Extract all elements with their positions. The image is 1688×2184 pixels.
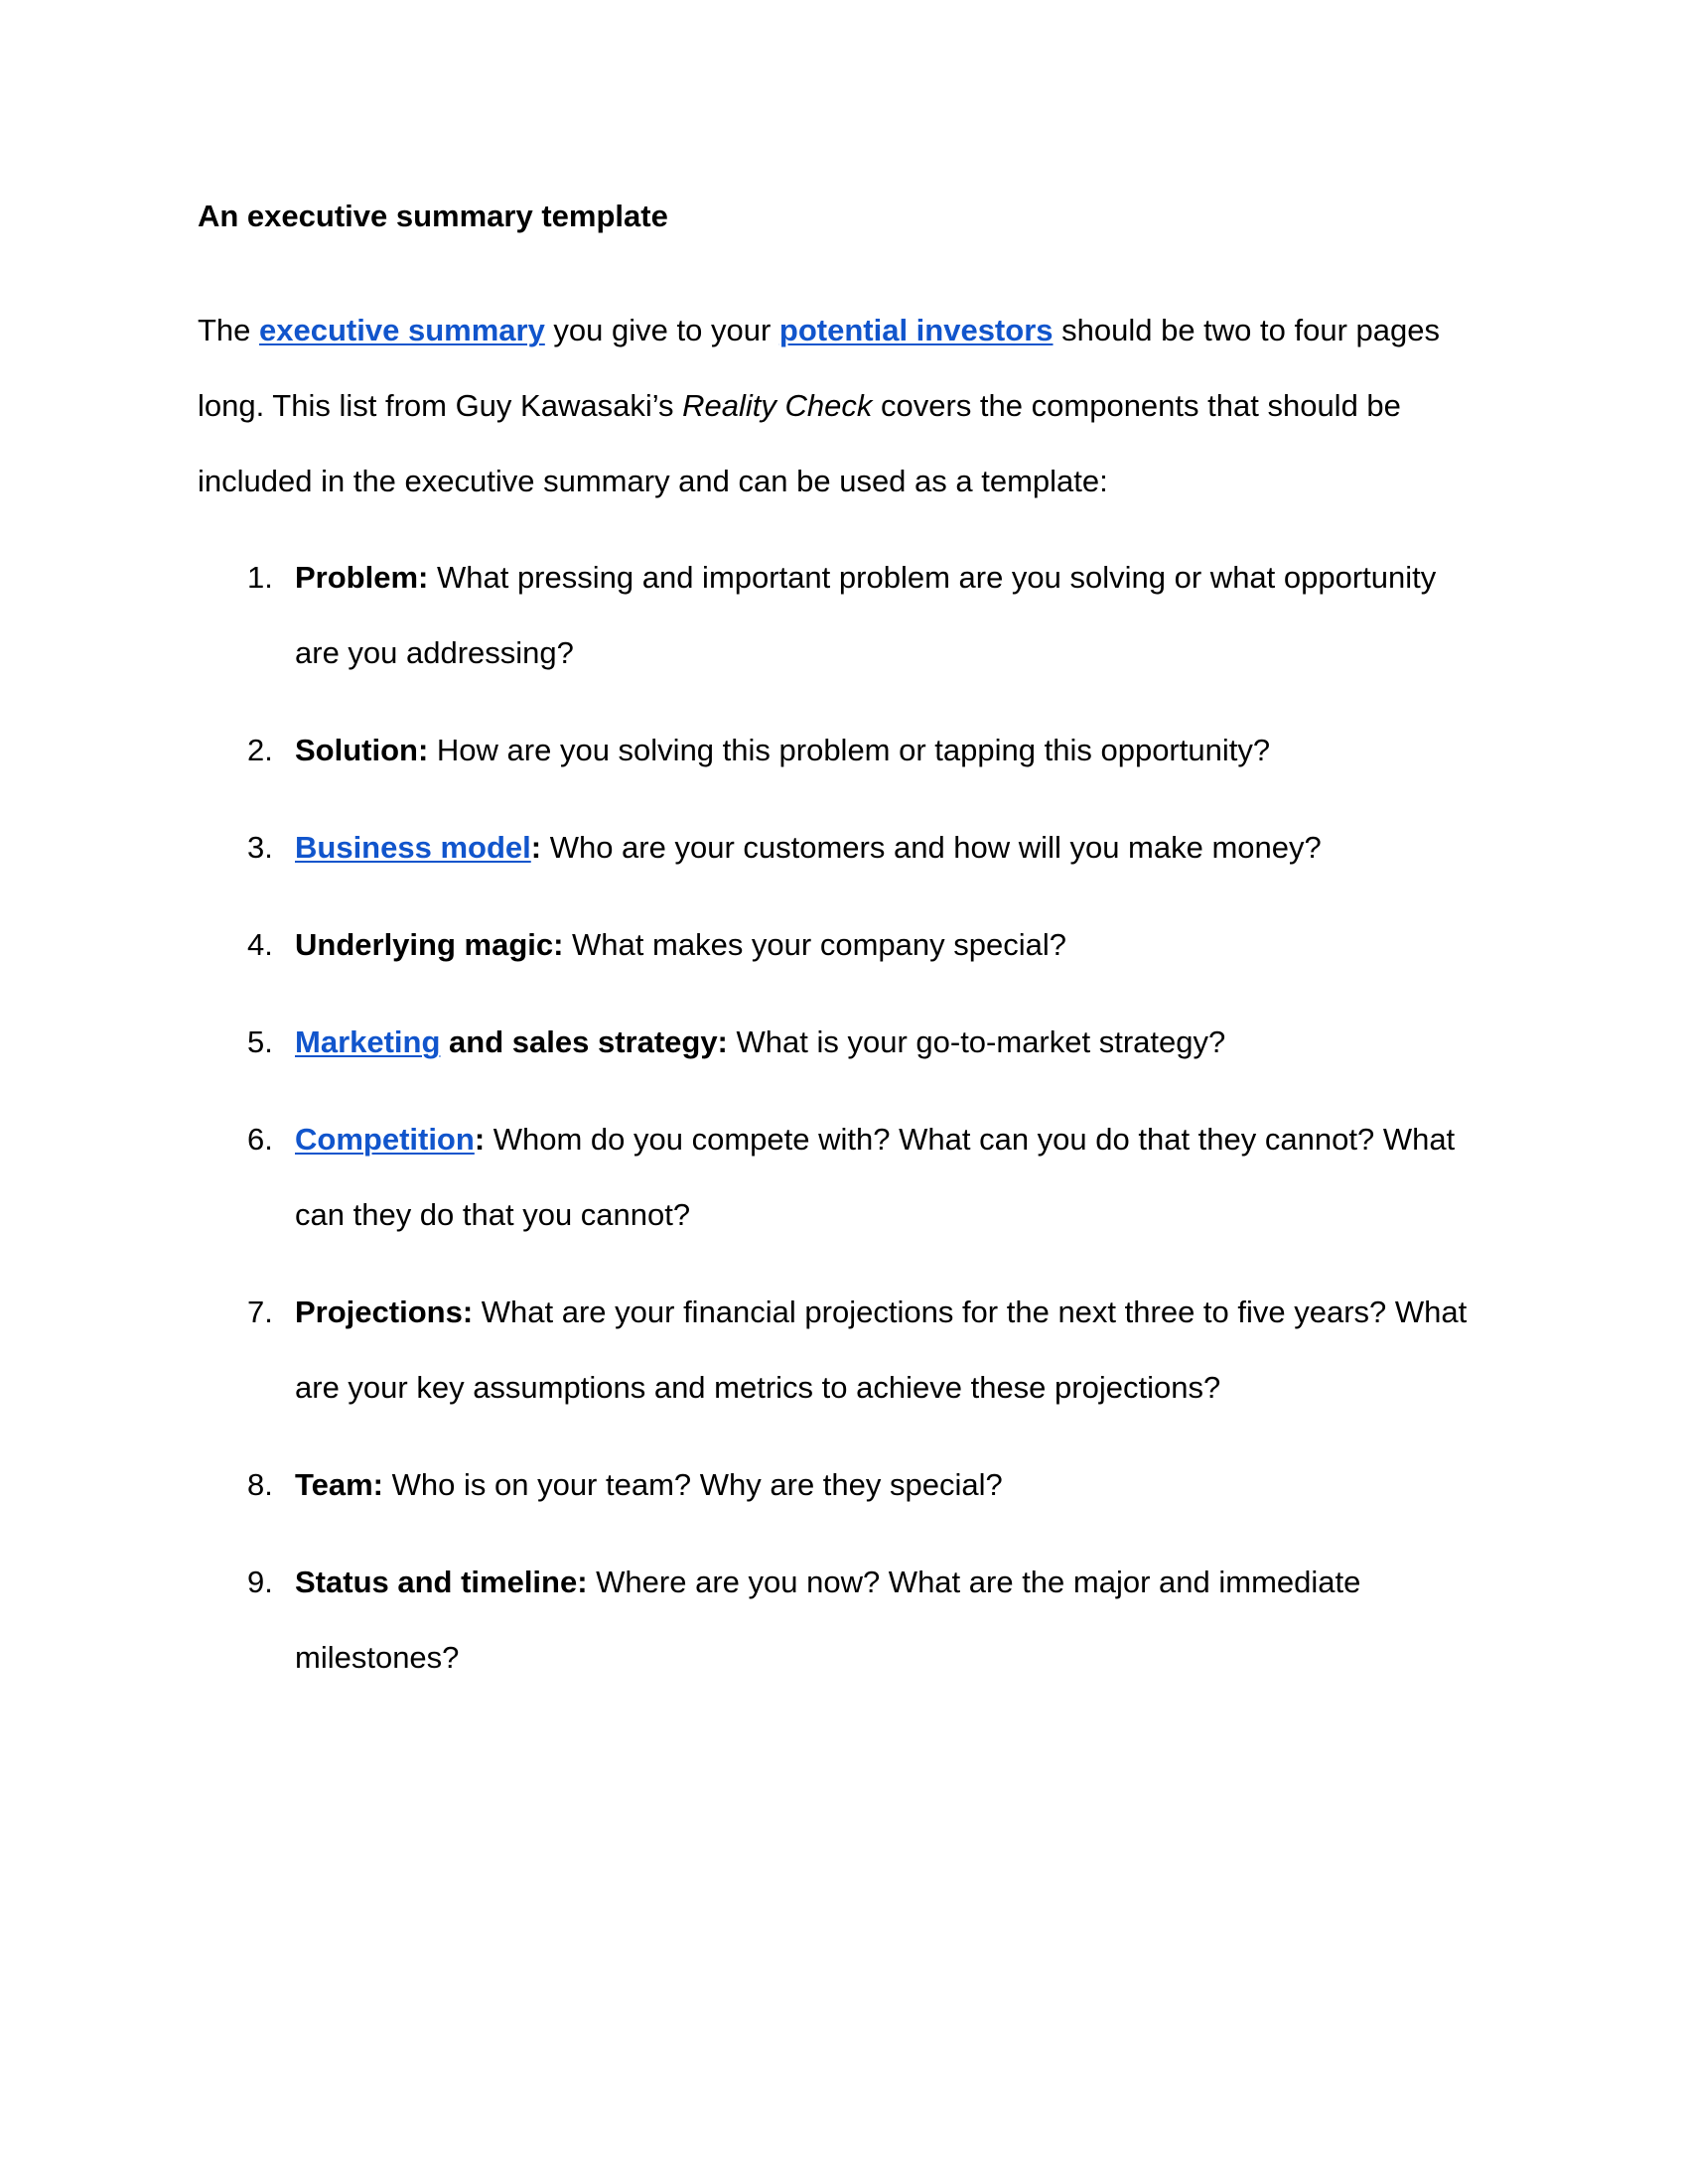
intro-text: should be two to four pages long. This list from Guy Kawasaki’s bbox=[198, 313, 1440, 423]
item-number: 8. bbox=[247, 1467, 273, 1502]
item-text: What makes your company special? bbox=[563, 927, 1066, 962]
components-list bbox=[198, 540, 1478, 1696]
item-heading: Solution: bbox=[295, 733, 429, 767]
item-text: Where are you now? What are the major and immediate milestones? bbox=[295, 1565, 1361, 1675]
item-text: What are your financial projections for the next three to five years? What are your key assumptions and metrics to achieve these projections? bbox=[295, 1295, 1468, 1405]
list-item-business-model bbox=[198, 810, 1477, 886]
item-text: Who is on your team? Why are they special? bbox=[383, 1467, 1003, 1502]
item-text: How are you solving this problem or tapping this opportunity? bbox=[428, 733, 1271, 767]
competition-link[interactable]: Competition bbox=[295, 1122, 475, 1157]
executive-summary-link[interactable]: executive summary bbox=[259, 313, 545, 347]
book-title: Reality Check bbox=[682, 388, 873, 423]
intro-text: The bbox=[198, 313, 260, 347]
list-item-marketing bbox=[198, 1005, 1477, 1080]
item-text: What pressing and important problem are you solving or what opportunity are you addressing? bbox=[295, 560, 1437, 670]
item-number: 1. bbox=[247, 560, 273, 595]
item-text: Who are your customers and how will you make money? bbox=[541, 830, 1322, 865]
list-item-problem bbox=[198, 540, 1477, 691]
item-heading: and sales strategy: bbox=[440, 1024, 728, 1059]
item-heading: : bbox=[474, 1122, 486, 1157]
item-number: 2. bbox=[247, 733, 273, 767]
page-title: An executive summary template bbox=[198, 199, 668, 233]
item-heading: : bbox=[530, 830, 542, 865]
item-number: 6. bbox=[247, 1122, 273, 1157]
item-text: Whom do you compete with? What can you do that they cannot? What can they do that you cannot? bbox=[295, 1122, 1456, 1232]
intro-text: you give to your bbox=[544, 313, 779, 347]
item-heading: Projections: bbox=[295, 1295, 474, 1329]
business-model-link[interactable]: Business model bbox=[295, 830, 531, 865]
item-number: 5. bbox=[247, 1024, 273, 1059]
intro-paragraph bbox=[198, 293, 1478, 519]
list-item-status bbox=[198, 1545, 1477, 1696]
potential-investors-link[interactable]: potential investors bbox=[778, 313, 1054, 347]
item-text: What is your go-to-market strategy? bbox=[727, 1024, 1226, 1059]
item-number: 4. bbox=[247, 927, 273, 962]
list-item-underlying-magic bbox=[198, 907, 1477, 983]
intro-text: covers the components that should be included in the executive summary and can be used as a template: bbox=[198, 388, 1401, 498]
item-heading: Team: bbox=[295, 1467, 384, 1502]
item-heading: Problem: bbox=[295, 560, 429, 595]
item-number: 3. bbox=[247, 830, 273, 865]
item-heading: Status and timeline: bbox=[295, 1565, 588, 1599]
list-item-team bbox=[198, 1447, 1477, 1523]
list-item-competition bbox=[198, 1102, 1477, 1253]
list-item-projections bbox=[198, 1275, 1477, 1426]
list-item-solution bbox=[198, 713, 1477, 788]
document-page bbox=[198, 195, 1478, 1717]
item-heading: Underlying magic: bbox=[295, 927, 564, 962]
item-number: 7. bbox=[247, 1295, 273, 1329]
marketing-link[interactable]: Marketing bbox=[295, 1024, 441, 1059]
item-number: 9. bbox=[247, 1565, 273, 1599]
